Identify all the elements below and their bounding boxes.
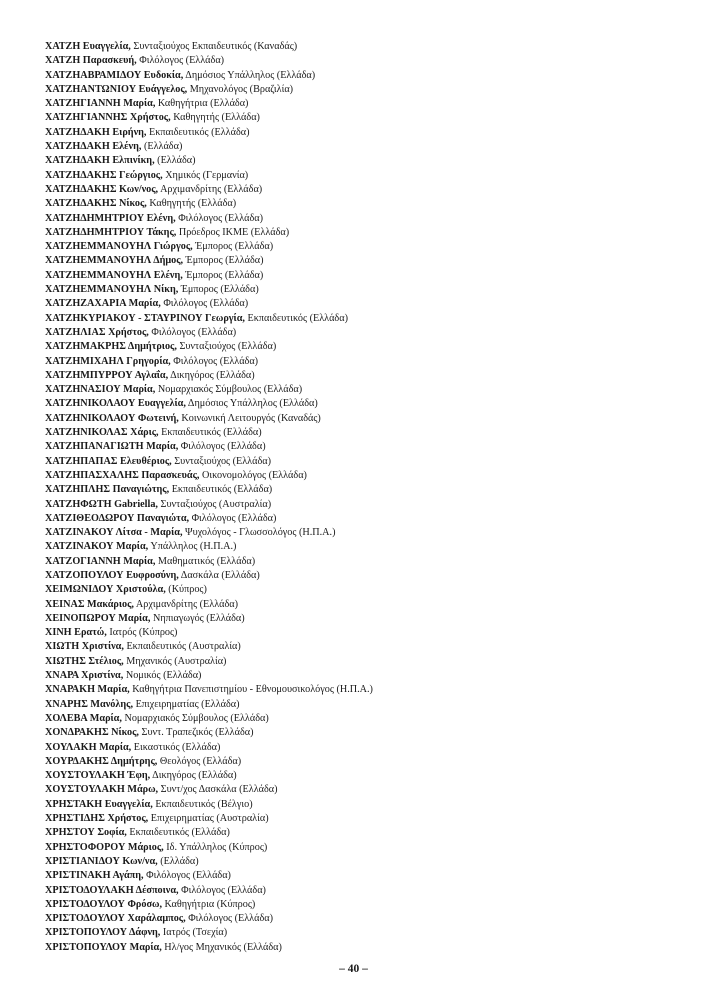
entry-name: ΧΑΤΖΗΔΑΚΗΣ Νίκος, <box>45 198 147 210</box>
entry-description: Χημικός (Γερμανία) <box>162 169 249 181</box>
entry-description: (Ελλάδα) <box>141 141 183 153</box>
list-item <box>45 698 685 712</box>
entry-description: Εικαστικός (Ελλάδα) <box>131 741 221 753</box>
entry-name: ΧΑΤΖΗΜΑΚΡΗΣ Δημήτριος, <box>45 341 177 353</box>
entry-name: ΧΡΙΣΤΙΑΝΙΔΟΥ Κων/να, <box>45 855 158 867</box>
entry-description: Δημόσιος Υπάλληλος (Ελλάδα) <box>185 398 318 410</box>
entry-description: Συνταξιούχος (Αυστραλία) <box>157 498 272 510</box>
list-item <box>45 598 685 612</box>
list-item <box>45 312 685 326</box>
entry-name: ΧΑΤΖΗΠΑΝΑΓΙΩΤΗ Μαρία, <box>45 441 179 453</box>
list-item <box>45 926 685 940</box>
entry-name: ΧΑΤΖΗΝΙΚΟΛΑΣ Χάρις, <box>45 427 159 439</box>
list-item <box>45 297 685 311</box>
entry-description: Οικονομολόγος (Ελλάδα) <box>199 469 307 481</box>
entry-name: ΧΑΤΖΗΠΑΠΑΣ Ελευθέριος, <box>45 455 172 467</box>
list-item <box>45 383 685 397</box>
entry-description: Εκπαιδευτικός (Ελλάδα) <box>146 126 250 138</box>
entry-name: ΧΝΑΡΗΣ Μανόλης, <box>45 698 134 710</box>
list-item <box>45 640 685 654</box>
list-item <box>45 769 685 783</box>
list-item <box>45 269 685 283</box>
entry-name: ΧΡΙΣΤΟΔΟΥΛΟΥ Χαράλαμπος, <box>45 913 186 925</box>
entry-name: ΧΑΤΖΗΖΑΧΑΡΙΑ Μαρία, <box>45 298 161 310</box>
list-item <box>45 197 685 211</box>
entry-description: Φιλόλογος (Ελλάδα) <box>148 326 237 338</box>
entry-name: ΧΡΙΣΤΟΔΟΥΛΑΚΗ Δέσποινα, <box>45 884 179 896</box>
entry-description: Έμπορος (Ελλάδα) <box>183 255 264 267</box>
entry-name: ΧΑΤΖΗΝΙΚΟΛΑΟΥ Φωτεινή, <box>45 412 179 424</box>
entry-description: Νομικός (Ελλάδα) <box>123 670 202 682</box>
entry-description: Εκπαιδευτικός (Ελλάδα) <box>244 312 348 324</box>
entry-description: Συντ. Τραπεζικός (Ελλάδα) <box>138 727 254 739</box>
entry-name: ΧΑΤΖΗΔΑΚΗΣ Κων/νος, <box>45 183 159 195</box>
list-item <box>45 755 685 769</box>
entry-description: Επιχειρηματίας (Αυστραλία) <box>148 813 269 825</box>
entry-description: Φιλόλογος (Ελλάδα) <box>178 884 266 896</box>
entry-name: ΧΑΤΖΗΕΜΜΑΝΟΥΗΛ Δήμος, <box>45 255 184 267</box>
entry-description: Ιατρός (Κύπρος) <box>106 627 178 639</box>
entry-description: Φιλόλογος (Ελλάδα) <box>136 55 225 67</box>
list-item <box>45 412 685 426</box>
list-item <box>45 254 685 268</box>
entry-description: Καθηγήτρια (Κύπρος) <box>162 898 256 910</box>
entry-name: ΧΕΙΝΑΣ Μακάριος, <box>45 598 134 610</box>
list-item <box>45 426 685 440</box>
entry-name: ΧΟΝΔΡΑΚΗΣ Νίκος, <box>45 727 139 739</box>
list-item <box>45 884 685 898</box>
list-item <box>45 140 685 154</box>
entry-description: Φιλόλογος (Ελλάδα) <box>185 913 273 925</box>
entry-name: ΧΟΥΡΔΑΚΗΣ Δημήτρης, <box>45 755 158 767</box>
list-item <box>45 126 685 140</box>
entry-name: ΧΑΤΖΗΑΒΡΑΜΙΔΟΥ Ευδοκία, <box>45 69 184 81</box>
entry-name: ΧΡΙΣΤΙΝΑΚΗ Αγάπη, <box>45 870 144 882</box>
entry-name: ΧΑΤΖΗΕΜΜΑΝΟΥΗΛ Γιώργος, <box>45 241 193 253</box>
entry-name: ΧΑΤΖΗΔΑΚΗ Ειρήνη, <box>45 126 147 138</box>
list-item <box>45 83 685 97</box>
entry-name: ΧΡΗΣΤΟΦΟΡΟΥ Μάριος, <box>45 841 164 853</box>
entry-description: Φιλόλογος (Ελλάδα) <box>143 870 231 882</box>
entry-description: Μηχανολόγος (Βραζιλία) <box>187 83 294 95</box>
list-item <box>45 726 685 740</box>
list-item <box>45 783 685 797</box>
list-item <box>45 555 685 569</box>
entry-description: Υπάλληλος (Η.Π.Α.) <box>148 541 237 553</box>
entry-description: Ιδ. Υπάλληλος (Κύπρος) <box>163 841 268 853</box>
entry-description: Φιλόλογος (Ελλάδα) <box>178 441 266 453</box>
list-item <box>45 540 685 554</box>
list-item <box>45 526 685 540</box>
entry-description: Εκπαιδευτικός (Ελλάδα) <box>158 427 262 439</box>
entry-name: ΧΡΗΣΤΙΔΗΣ Χρήστος, <box>45 813 149 825</box>
entry-description: Ιατρός (Τσεχία) <box>160 927 228 939</box>
list-item <box>45 898 685 912</box>
name-list <box>45 40 685 955</box>
entry-description: Καθηγήτρια (Ελλάδα) <box>155 98 249 110</box>
entry-description: Εκπαιδευτικός (Ελλάδα) <box>126 827 230 839</box>
entry-description: Καθηγήτρια Πανεπιστημίου - Εθνομουσικολόγος (Η.Π.Α.) <box>129 684 373 696</box>
entry-description: (Ελλάδα) <box>154 155 196 167</box>
list-item <box>45 340 685 354</box>
entry-name: ΧΡΙΣΤΟΔΟΥΛΟΥ Φρόσω, <box>45 898 162 910</box>
list-item <box>45 97 685 111</box>
list-item <box>45 283 685 297</box>
list-item <box>45 512 685 526</box>
entry-description: Φιλόλογος (Ελλάδα) <box>160 298 249 310</box>
list-item <box>45 397 685 411</box>
entry-description: Μαθηματικός (Ελλάδα) <box>155 555 256 567</box>
entry-name: ΧΡΗΣΤΟΥ Σοφία, <box>45 827 127 839</box>
entry-name: ΧΑΤΖΗΜΙΧΑΗΛ Γρηγορία, <box>45 355 171 367</box>
page-number: – 40 – <box>339 963 368 975</box>
entry-name: ΧΑΤΖΗΔΗΜΗΤΡΙΟΥ Ελένη, <box>45 212 176 224</box>
entry-name: ΧΑΤΖΗΜΠΥΡΡΟΥ Αγλαΐα, <box>45 369 169 381</box>
entry-description: Νομαρχιακός Σύμβουλος (Ελλάδα) <box>155 384 303 396</box>
entry-name: ΧΑΤΖΟΠΟΥΛΟΥ Ευφροσύνη, <box>45 569 179 581</box>
entry-description: Μηχανικός (Αυστραλία) <box>123 655 227 667</box>
entry-name: ΧΑΤΖΗΓΙΑΝΝΗ Μαρία, <box>45 98 156 110</box>
entry-description: Συνταξιούχος (Ελλάδα) <box>176 341 277 353</box>
entry-name: ΧΑΤΖΗ Ευαγγελία, <box>45 41 131 52</box>
entry-name: ΧΕΙΝΟΠΩΡΟΥ Μαρία, <box>45 612 151 624</box>
entry-name: ΧΙΩΤΗΣ Στέλιος, <box>45 655 124 667</box>
list-item <box>45 498 685 512</box>
entry-description: (Κύπρος) <box>165 584 207 596</box>
list-item <box>45 54 685 68</box>
list-item <box>45 40 685 54</box>
list-item <box>45 826 685 840</box>
list-item <box>45 655 685 669</box>
entry-name: ΧΑΤΖΗΕΜΜΑΝΟΥΗΛ Ελένη, <box>45 269 183 281</box>
entry-description: Φιλόλογος (Ελλάδα) <box>170 355 259 367</box>
list-item <box>45 369 685 383</box>
entry-name: ΧΑΤΖΗΠΛΗΣ Παναγιώτης, <box>45 484 170 496</box>
entry-name: ΧΑΤΖΙΝΑΚΟΥ Λίτσα - Μαρία, <box>45 527 183 539</box>
entry-description: Έμπορος (Ελλάδα) <box>192 241 274 253</box>
list-item <box>45 912 685 926</box>
entry-description: Εκπαιδευτικός (Αυστραλία) <box>123 641 241 653</box>
entry-name: ΧΑΤΖΗΔΑΚΗΣ Γεώργιος, <box>45 169 163 181</box>
entry-description: Φιλόλογος (Ελλάδα) <box>175 212 264 224</box>
entry-name: ΧΑΤΖΗΦΩΤΗ Gabriella, <box>45 498 158 510</box>
entry-name: ΧΑΤΖΗΔΑΚΗ Ελένη, <box>45 141 142 153</box>
entry-name: ΧΝΑΡΑ Χριστίνα, <box>45 670 124 682</box>
entry-name: ΧΡΙΣΤΟΠΟΥΛΟΥ Μαρία, <box>45 941 162 953</box>
entry-description: Ηλ/γος Μηχανικός (Ελλάδα) <box>161 941 282 953</box>
entry-description: (Ελλάδα) <box>157 855 199 867</box>
entry-name: ΧΑΤΖΗΑΝΤΩΝΙΟΥ Ευάγγελος, <box>45 83 188 95</box>
entry-description: Έμπορος (Ελλάδα) <box>178 284 259 296</box>
list-item <box>45 612 685 626</box>
list-item <box>45 355 685 369</box>
entry-name: ΧΙΝΗ Ερατώ, <box>45 627 107 639</box>
list-item <box>45 169 685 183</box>
entry-description: Καθηγητής (Ελλάδα) <box>170 112 260 124</box>
list-item <box>45 626 685 640</box>
list-item <box>45 941 685 955</box>
list-item <box>45 812 685 826</box>
entry-name: ΧΟΥΣΤΟΥΛΑΚΗ Έφη, <box>45 770 151 782</box>
entry-name: ΧΟΥΣΤΟΥΛΑΚΗ Μάρω, <box>45 784 159 796</box>
entry-description: Θεολόγος (Ελλάδα) <box>157 755 242 767</box>
list-item <box>45 212 685 226</box>
list-item <box>45 483 685 497</box>
entry-name: ΧΑΤΖΗ Παρασκευή, <box>45 55 137 67</box>
entry-name: ΧΡΙΣΤΟΠΟΥΛΟΥ Δάφνη, <box>45 927 161 939</box>
list-item <box>45 440 685 454</box>
entry-name: ΧΡΗΣΤΑΚΗ Ευαγγελία, <box>45 798 153 810</box>
list-item <box>45 455 685 469</box>
entry-name: ΧΑΤΖΗΔΑΚΗ Ελπινίκη, <box>45 155 155 167</box>
entry-description: Δικηγόρος (Ελλάδα) <box>150 770 237 782</box>
entry-description: Δημόσιος Υπάλληλος (Ελλάδα) <box>183 69 316 81</box>
entry-description: Πρόεδρος ΙΚΜΕ (Ελλάδα) <box>176 226 290 238</box>
entry-name: ΧΕΙΜΩΝΙΔΟΥ Χριστούλα, <box>45 584 166 596</box>
entry-name: ΧΑΤΖΗΝΙΚΟΛΑΟΥ Ευαγγελία, <box>45 398 186 410</box>
list-item <box>45 111 685 125</box>
list-item <box>45 712 685 726</box>
list-item <box>45 855 685 869</box>
entry-name: ΧΑΤΖΗΕΜΜΑΝΟΥΗΛ Νίκη, <box>45 284 179 296</box>
entry-name: ΧΑΤΖΗΠΑΣΧΑΛΗΣ Παρασκευάς, <box>45 469 200 481</box>
list-item <box>45 798 685 812</box>
list-item <box>45 869 685 883</box>
list-item <box>45 583 685 597</box>
list-item <box>45 741 685 755</box>
entry-name: ΧΑΤΖΗΛΙΑΣ Χρήστος, <box>45 326 149 338</box>
entry-description: Κοινωνική Λειτουργός (Καναδάς) <box>178 412 321 424</box>
entry-description: Ψυχολόγος - Γλωσσολόγος (Η.Π.Α.) <box>182 527 336 539</box>
entry-name: ΧΑΤΖΟΓΙΑΝΝΗ Μαρία, <box>45 555 156 567</box>
entry-description: Συνταξιούχος Εκπαιδευτικός (Καναδάς) <box>130 41 298 52</box>
entry-description: Δασκάλα (Ελλάδα) <box>178 569 260 581</box>
entry-description: Νηπιαγωγός (Ελλάδα) <box>150 612 245 624</box>
entry-name: ΧΝΑΡΑΚΗ Μαρία, <box>45 684 130 696</box>
list-item <box>45 683 685 697</box>
entry-description: Εκπαιδευτικός (Βέλγιο) <box>152 798 253 810</box>
entry-description: Καθηγητής (Ελλάδα) <box>146 198 237 210</box>
list-item <box>45 469 685 483</box>
list-item <box>45 69 685 83</box>
entry-name: ΧΑΤΖΗΓΙΑΝΝΗΣ Χρήστος, <box>45 112 171 124</box>
entry-name: ΧΑΤΖΗΚΥΡΙΑΚΟΥ - ΣΤΑΥΡΙΝΟΥ Γεωργία, <box>45 312 245 324</box>
entry-description: Επιχειρηματίας (Ελλάδα) <box>133 698 240 710</box>
entry-name: ΧΑΤΖΙΘΕΟΔΩΡΟΥ Παναγιώτα, <box>45 512 190 524</box>
list-item <box>45 669 685 683</box>
list-item <box>45 841 685 855</box>
entry-description: Αρχιμανδρίτης (Ελλάδα) <box>133 598 239 610</box>
list-item <box>45 326 685 340</box>
list-item <box>45 240 685 254</box>
entry-description: Δικηγόρος (Ελλάδα) <box>168 369 255 381</box>
entry-name: ΧΑΤΖΗΔΗΜΗΤΡΙΟΥ Τάκης, <box>45 226 177 238</box>
entry-description: Αρχιμανδρίτης (Ελλάδα) <box>158 183 263 195</box>
entry-description: Νομαρχιακός Σύμβουλος (Ελλάδα) <box>121 712 269 724</box>
entry-description: Έμπορος (Ελλάδα) <box>182 269 264 281</box>
entry-description: Συνταξιούχος (Ελλάδα) <box>171 455 271 467</box>
entry-name: ΧΙΩΤΗ Χριστίνα, <box>45 641 124 653</box>
list-item <box>45 183 685 197</box>
list-item <box>45 154 685 168</box>
entry-name: ΧΟΥΛΑΚΗ Μαρία, <box>45 741 132 753</box>
list-item <box>45 226 685 240</box>
entry-name: ΧΟΛΕΒΑ Μαρία, <box>45 712 122 724</box>
entry-name: ΧΑΤΖΙΝΑΚΟΥ Μαρία, <box>45 541 149 553</box>
entry-description: Εκπαιδευτικός (Ελλάδα) <box>169 484 273 496</box>
list-item <box>45 569 685 583</box>
entry-description: Φιλόλογος (Ελλάδα) <box>189 512 277 524</box>
entry-name: ΧΑΤΖΗΝΑΣΙΟΥ Μαρία, <box>45 384 156 396</box>
entry-description: Συντ/χος Δασκάλα (Ελλάδα) <box>158 784 278 796</box>
